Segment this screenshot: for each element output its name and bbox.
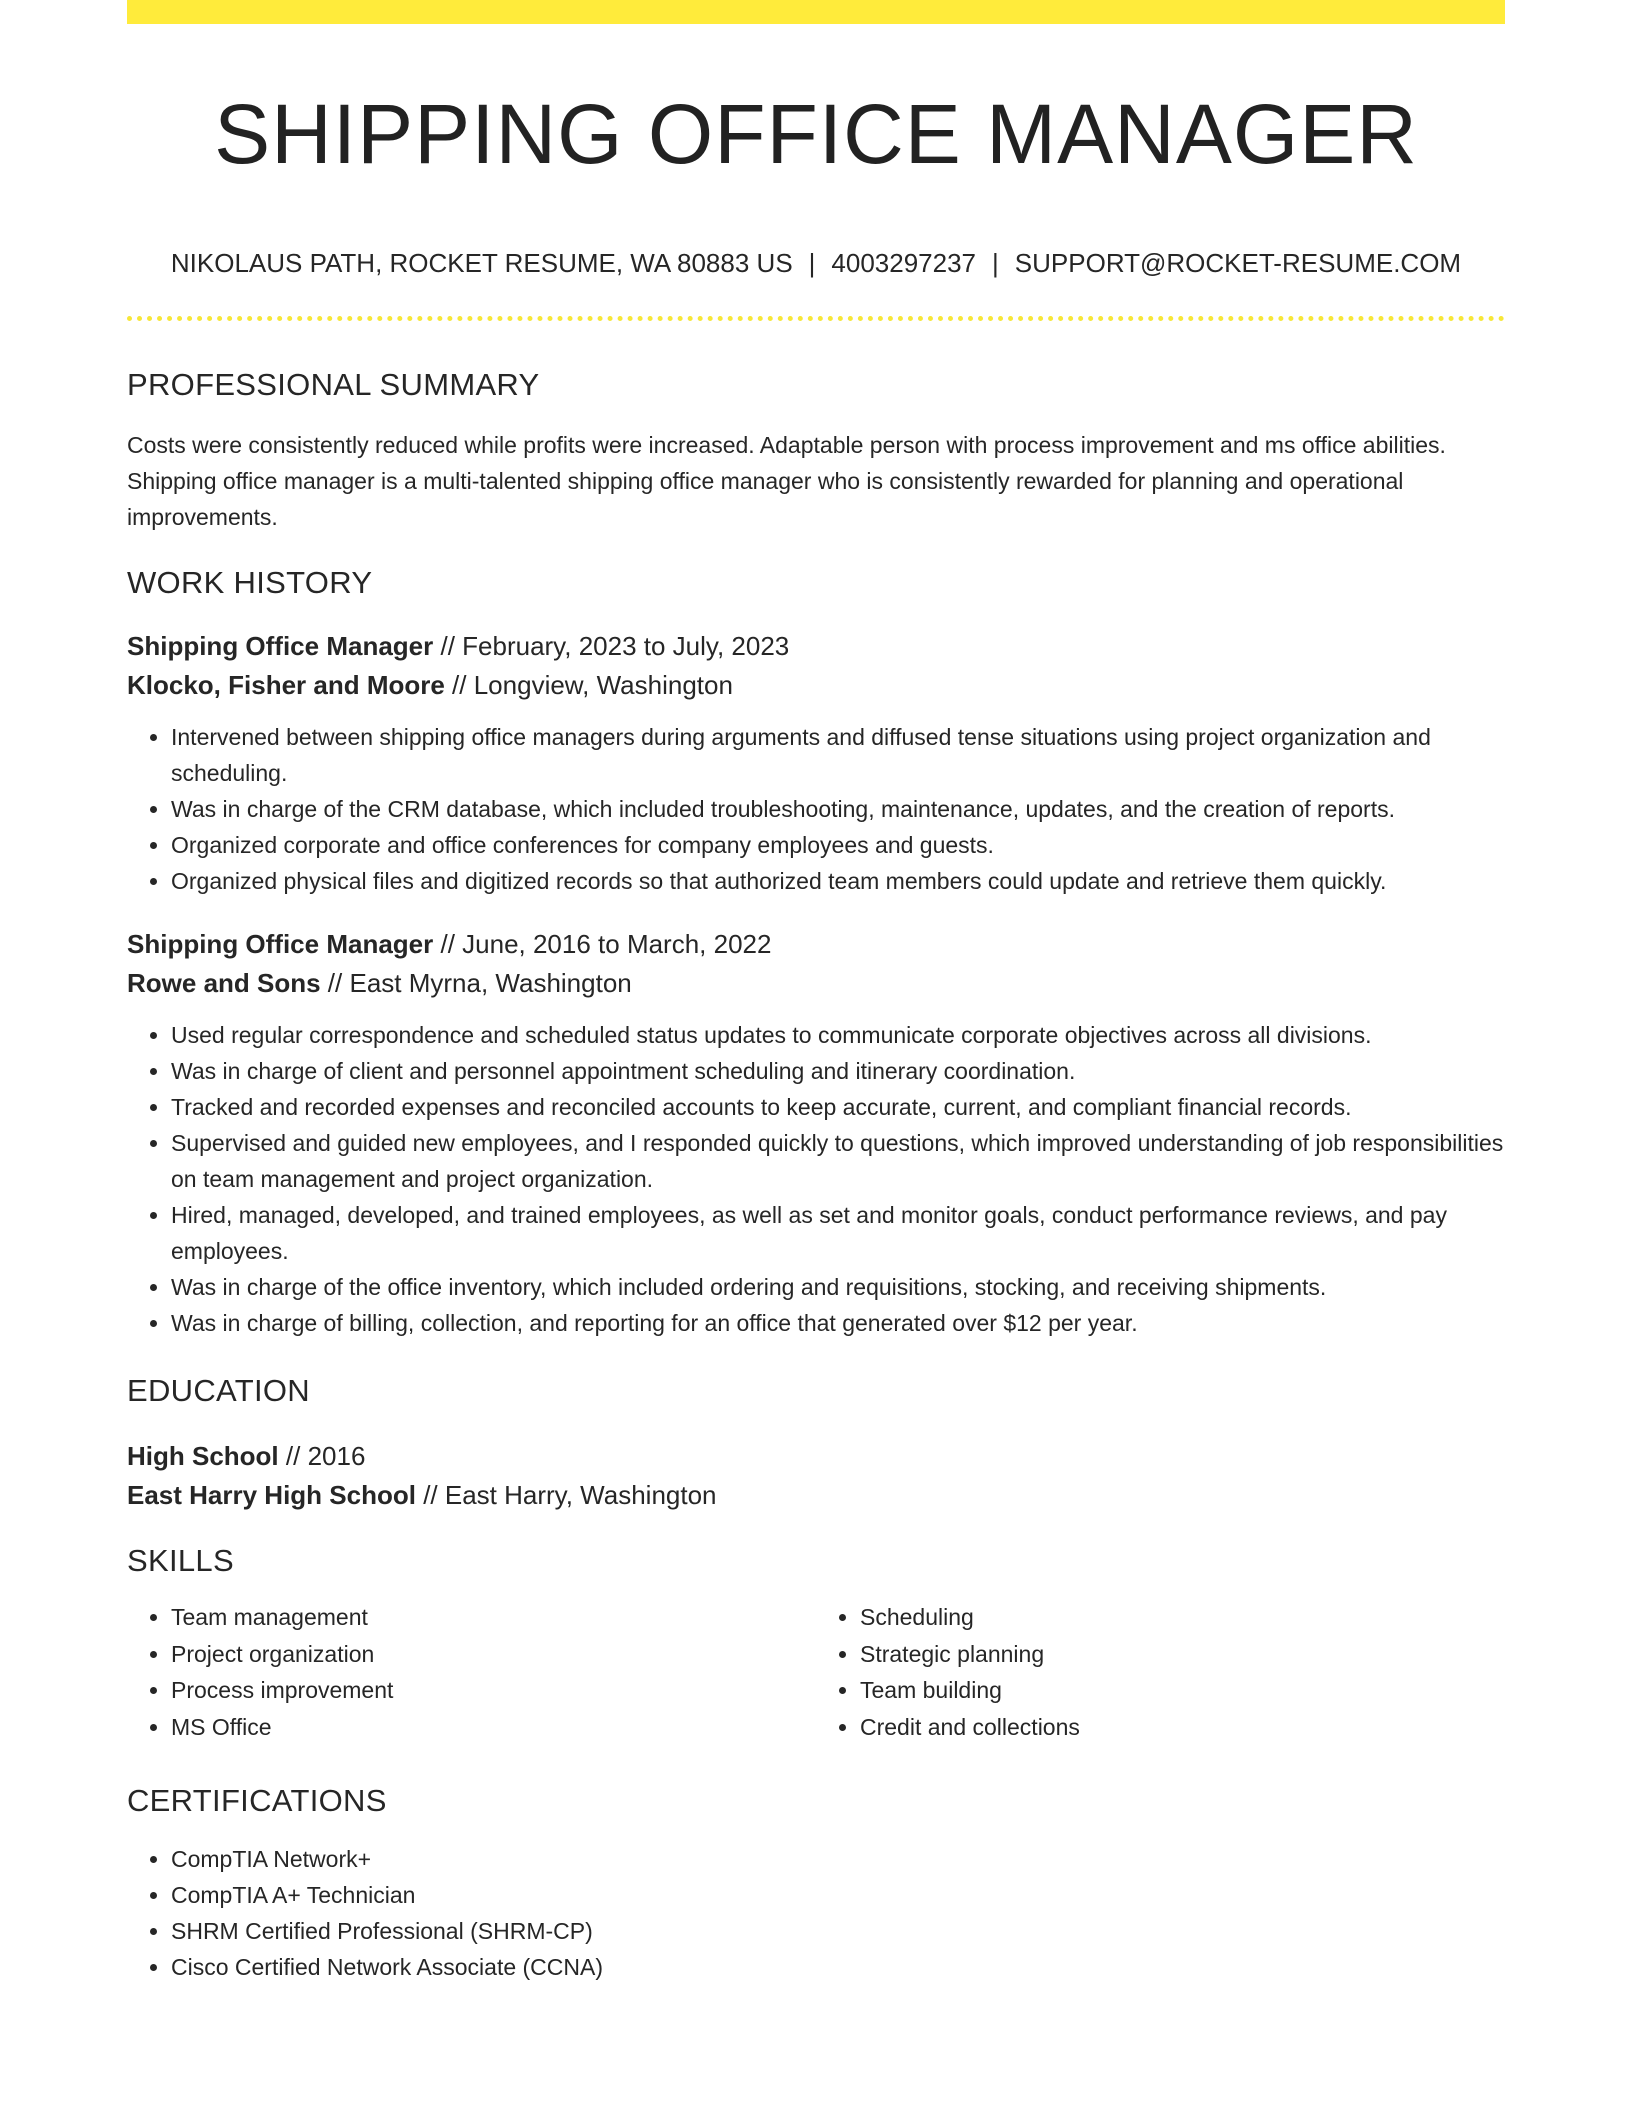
education-degree: High School: [127, 1441, 279, 1471]
skill-item: • MS Office: [171, 1709, 816, 1746]
contact-phone: 4003297237: [831, 248, 977, 278]
contact-email: SUPPORT@ROCKET-RESUME.COM: [1014, 248, 1462, 278]
certification-item: • CompTIA A+ Technician: [171, 1877, 1505, 1913]
job-bullet: • Intervened between shipping office managers during arguments and diffused tense situations using project organization and scheduling.: [171, 719, 1505, 791]
skill-item: • Scheduling: [860, 1599, 1505, 1636]
job-entry: [127, 925, 1505, 1341]
certification-item: • Cisco Certified Network Associate (CCNA): [171, 1949, 1505, 1985]
job-entry: [127, 627, 1505, 899]
skills-heading: SKILLS: [127, 1543, 234, 1578]
resume-title: SHIPPING OFFICE MANAGER: [214, 87, 1418, 181]
job-company: Rowe and Sons: [127, 968, 321, 998]
job-bullet: • Was in charge of client and personnel appointment scheduling and itinerary coordination.: [171, 1053, 1505, 1089]
contact-separator: |: [808, 248, 816, 278]
summary-text: Costs were consistently reduced while profits were increased. Adaptable person with process improvement and ms office abilities. Shipping office manager is a multi-talented shipping office manager who is consistently rewarded for planning and operational improvements.: [127, 432, 1446, 530]
skill-item: • Team building: [860, 1672, 1505, 1709]
job-company: Klocko, Fisher and Moore: [127, 670, 445, 700]
job-location: // Longview, Washington: [444, 670, 733, 700]
job-company-line: [127, 964, 1505, 1003]
education-school: East Harry High School: [127, 1480, 416, 1510]
certifications-list: [127, 1841, 1505, 1985]
job-bullet: • Organized physical files and digitized records so that authorized team members could update and retrieve them quickly.: [171, 863, 1505, 899]
contact-address: NIKOLAUS PATH, ROCKET RESUME, WA 80883 US: [170, 248, 793, 278]
contact-line: [127, 246, 1505, 280]
certification-item: • CompTIA Network+: [171, 1841, 1505, 1877]
skills-list-right: [816, 1599, 1505, 1745]
job-title-line: [127, 925, 1505, 964]
job-bullet: • Supervised and guided new employees, and I responded quickly to questions, which improved understanding of job responsibilities on team management and project organization.: [171, 1125, 1505, 1197]
job-bullets: [127, 719, 1505, 899]
certification-item: • SHRM Certified Professional (SHRM-CP): [171, 1913, 1505, 1949]
job-bullet: • Was in charge of the office inventory, which included ordering and requisitions, stocking, and receiving shipments.: [171, 1269, 1505, 1305]
job-location: // East Myrna, Washington: [320, 968, 632, 998]
job-bullet: • Used regular correspondence and scheduled status updates to communicate corporate objectives across all divisions.: [171, 1017, 1505, 1053]
job-bullet: • Was in charge of billing, collection, and reporting for an office that generated over $12 per year.: [171, 1305, 1505, 1341]
job-title: Shipping Office Manager: [127, 631, 434, 661]
summary-heading: PROFESSIONAL SUMMARY: [127, 367, 540, 402]
education-degree-line: [127, 1437, 1505, 1476]
skill-item: • Team management: [171, 1599, 816, 1636]
skill-item: • Strategic planning: [860, 1636, 1505, 1673]
skill-item: • Process improvement: [171, 1672, 816, 1709]
certifications-heading: CERTIFICATIONS: [127, 1783, 387, 1818]
job-dates: // June, 2016 to March, 2022: [433, 929, 772, 959]
skill-item: • Project organization: [171, 1636, 816, 1673]
education-location: // East Harry, Washington: [415, 1480, 717, 1510]
job-title-line: [127, 627, 1505, 666]
job-company-line: [127, 666, 1505, 705]
job-bullets: [127, 1017, 1505, 1341]
job-dates: // February, 2023 to July, 2023: [433, 631, 790, 661]
contact-separator: |: [992, 248, 999, 278]
job-bullet: • Tracked and recorded expenses and reconciled accounts to keep accurate, current, and compliant financial records.: [171, 1089, 1505, 1125]
job-bullet: • Was in charge of the CRM database, which included troubleshooting, maintenance, updates, and the creation of reports.: [171, 791, 1505, 827]
work-history-heading: WORK HISTORY: [127, 565, 373, 600]
education-year: // 2016: [278, 1441, 366, 1471]
education-entry: [127, 1437, 1505, 1515]
accent-top-bar: [127, 0, 1505, 24]
job-bullet: • Organized corporate and office conferences for company employees and guests.: [171, 827, 1505, 863]
dotted-divider: [127, 316, 1505, 321]
resume-page: [127, 0, 1505, 1985]
skills-columns: [127, 1599, 1505, 1745]
job-title: Shipping Office Manager: [127, 929, 434, 959]
job-bullet: • Hired, managed, developed, and trained employees, as well as set and monitor goals, conduct performance reviews, and pay employees.: [171, 1197, 1505, 1269]
skill-item: • Credit and collections: [860, 1709, 1505, 1746]
education-school-line: [127, 1476, 1505, 1515]
education-heading: EDUCATION: [127, 1373, 310, 1408]
skills-list-left: [127, 1599, 816, 1745]
